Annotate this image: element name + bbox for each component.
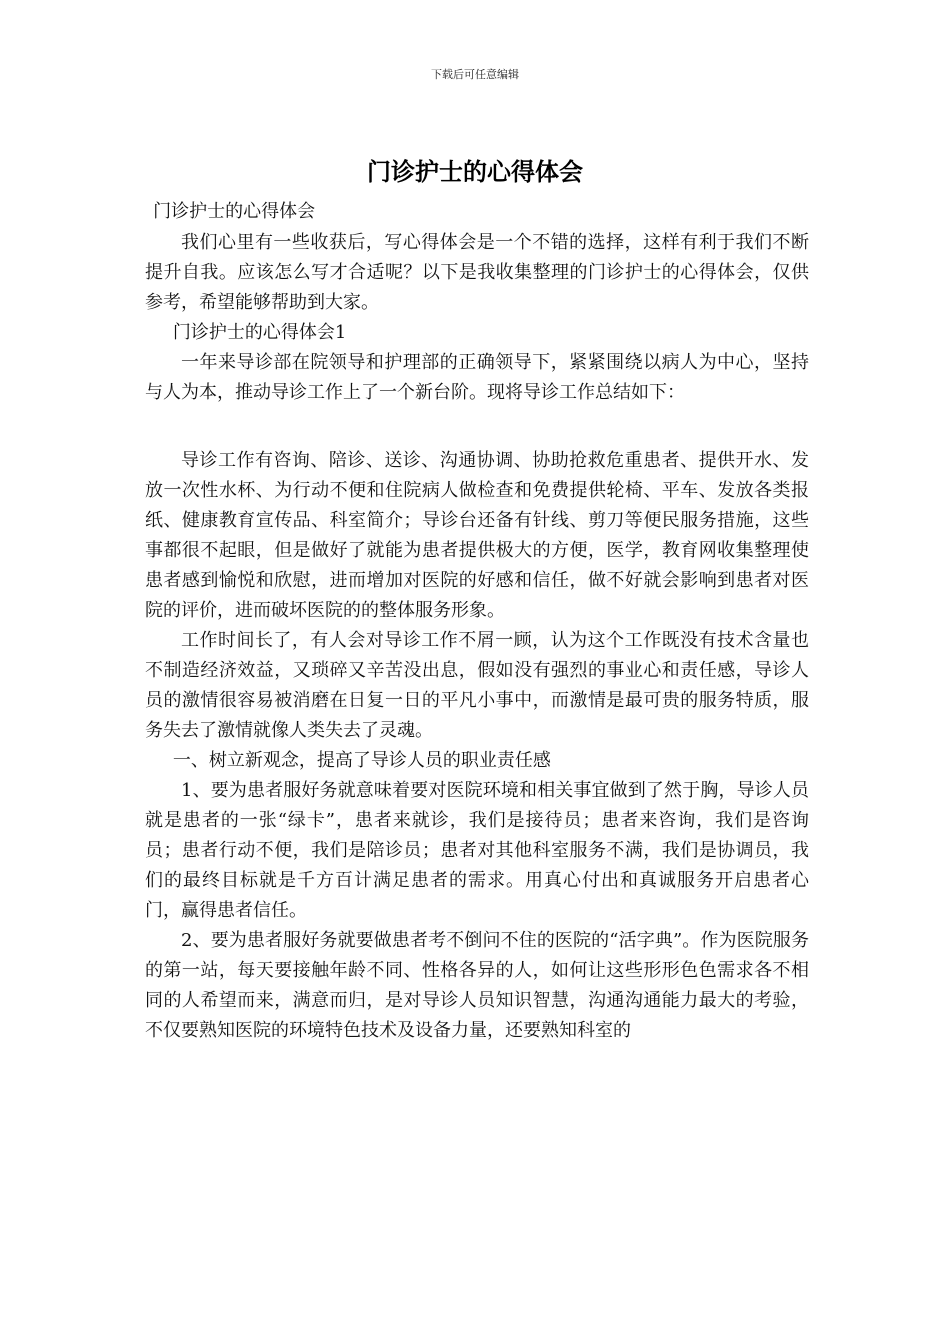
paragraph: 工作时间长了，有人会对导诊工作不屑一顾，认为这个工作既没有技术含量也不制造经济效益，又琐碎又辛苦没出息，假如没有强烈的事业心和责任感，导诊人员的激情很容易被消磨在日复一日的平凡小事中，而激情是最可贵的服务特质，服务失去了激情就像人类失去了灵魂。 xyxy=(145,630,809,741)
document-body xyxy=(145,198,809,1046)
paragraph: 导诊工作有咨询、陪诊、送诊、沟通协调、协助抢救危重患者、提供开水、发放一次性水杯、为行动不便和住院病人做检查和免费提供轮椅、平车、发放各类报纸、健康教育宣传品、科室简介；导诊台还备有针线、剪刀等便民服务措施，这些事都很不起眼，但是做好了就能为患者提供极大的方便，医学，教育网收集整理使患者感到愉悦和欣慰，进而增加对医院的好感和信任，做不好就会影响到患者对医院的评价，进而破坏医院的的整体服务形象。 xyxy=(145,450,809,621)
blank-line xyxy=(145,408,809,446)
paragraph: 2、要为患者服好务就要做患者考不倒问不住的医院的“活字典”。作为医院服务的第一站，每天要接触年龄不同、性格各异的人，如何让这些形形色色需求各不相同的人希望而来，满意而归，是对导诊人员知识智慧，沟通沟通能力最大的考验，不仅要熟知医院的环境特色技术及设备力量，还要熟知科室的 xyxy=(145,930,809,1041)
subtitle: 门诊护士的心得体会 xyxy=(153,201,316,222)
document-title: 门诊护士的心得体会 xyxy=(367,157,583,186)
intro-paragraph: 我们心里有一些收获后，写心得体会是一个不错的选择，这样有利于我们不断提升自我。应该怎么写才合适呢？以下是我收集整理的门诊护士的心得体会，仅供参考，希望能够帮助到大家。 xyxy=(145,232,809,313)
header-note: 下载后可任意编辑 xyxy=(431,68,519,81)
paragraph: 一年来导诊部在院领导和护理部的正确领导下，紧紧围绕以病人为中心，坚持与人为本，推动导诊工作上了一个新台阶。现将导诊工作总结如下： xyxy=(145,352,809,403)
paragraph: 1、要为患者服好务就意味着要对医院环境和相关事宜做到了然于胸，导诊人员就是患者的一张“绿卡”，患者来就诊，我们是接待员；患者来咨询，我们是咨询员；患者行动不便，我们是陪诊员；患者对其他科室服务不满，我们是协调员，我们的最终目标就是千方百计满足患者的需求。用真心付出和真诚服务开启患者心门，赢得患者信任。 xyxy=(145,780,809,921)
section-heading: 一、树立新观念，提高了导诊人员的职业责任感 xyxy=(172,750,551,771)
section-heading: 门诊护士的心得体会1 xyxy=(172,322,347,343)
